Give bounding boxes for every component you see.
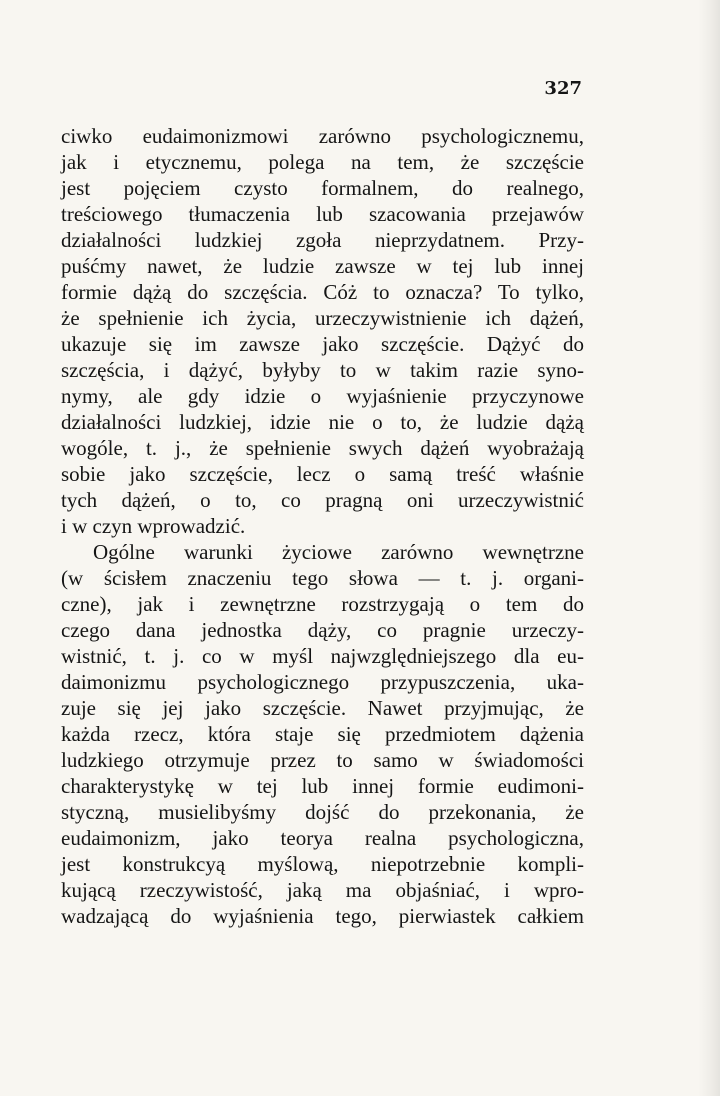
text-line: zuje się jej jako szczęście. Nawet przyjmując, że (61, 696, 584, 720)
text-line: każda rzecz, która staje się przedmiotem dążenia (61, 722, 584, 746)
text-line: daimonizmu psychologicznego przypuszczenia, uka- (61, 670, 584, 694)
text-line: czego dana jednostka dąży, co pragnie urzeczy- (61, 618, 584, 642)
text-line: działalności ludzkiej zgoła nieprzydatnem. Przy- (61, 228, 584, 252)
text-line: jak i etycznemu, polega na tem, że szczęście (61, 150, 584, 174)
text-line: ludzkiego otrzymuje przez to samo w świadomości (61, 748, 584, 772)
text-line: kującą rzeczywistość, jaką ma objaśniać, i wpro- (61, 878, 584, 902)
text-line: wogóle, t. j., że spełnienie swych dążeń wyobrażają (61, 436, 584, 460)
text-line: ukazuje się im zawsze jako szczęście. Dążyć do (61, 332, 584, 356)
text-line: działalności ludzkiej, idzie nie o to, że ludzie dążą (61, 410, 584, 434)
text-line: że spełnienie ich życia, urzeczywistnienie ich dążeń, (61, 306, 584, 330)
text-line: jest pojęciem czysto formalnem, do realnego, (61, 176, 584, 200)
text-line: Ogólne warunki życiowe zarówno wewnętrzne (93, 540, 584, 564)
text-line: styczną, musielibyśmy dojść do przekonania, że (61, 800, 584, 824)
text-line: nymy, ale gdy idzie o wyjaśnienie przyczynowe (61, 384, 584, 408)
text-line: eudaimonizm, jako teorya realna psychologiczna, (61, 826, 584, 850)
text-line: sobie jako szczęście, lecz o samą treść właśnie (61, 462, 584, 486)
text-line: treściowego tłumaczenia lub szacowania przejawów (61, 202, 584, 226)
text-line: wadzającą do wyjaśnienia tego, pierwiastek całkiem (61, 904, 584, 928)
page-edge-shadow (698, 0, 720, 1096)
text-line: formie dążą do szczęścia. Cóż to oznacza? To tylko, (61, 280, 584, 304)
text-line: szczęścia, i dążyć, byłyby to w takim razie syno- (61, 358, 584, 382)
text-line: i w czyn wprowadzić. (61, 514, 246, 538)
body-text (61, 123, 584, 929)
text-line: ciwko eudaimonizmowi zarówno psychologicznemu, (61, 124, 584, 148)
text-line: czne), jak i zewnętrzne rozstrzygają o tem do (61, 592, 584, 616)
text-line: puśćmy nawet, że ludzie zawsze w tej lub innej (61, 254, 584, 278)
text-line: jest konstrukcyą myślową, niepotrzebnie kompli- (61, 852, 584, 876)
text-line: charakterystykę w tej lub innej formie eudimoni- (61, 774, 584, 798)
text-line: tych dążeń, o to, co pragną oni urzeczywistnić (61, 488, 584, 512)
page-number: 327 (544, 78, 582, 99)
text-line: wistnić, t. j. co w myśl najwzględniejszego dla eu- (61, 644, 584, 668)
text-line: (w ścisłem znaczeniu tego słowa — t. j. organi- (61, 566, 584, 590)
